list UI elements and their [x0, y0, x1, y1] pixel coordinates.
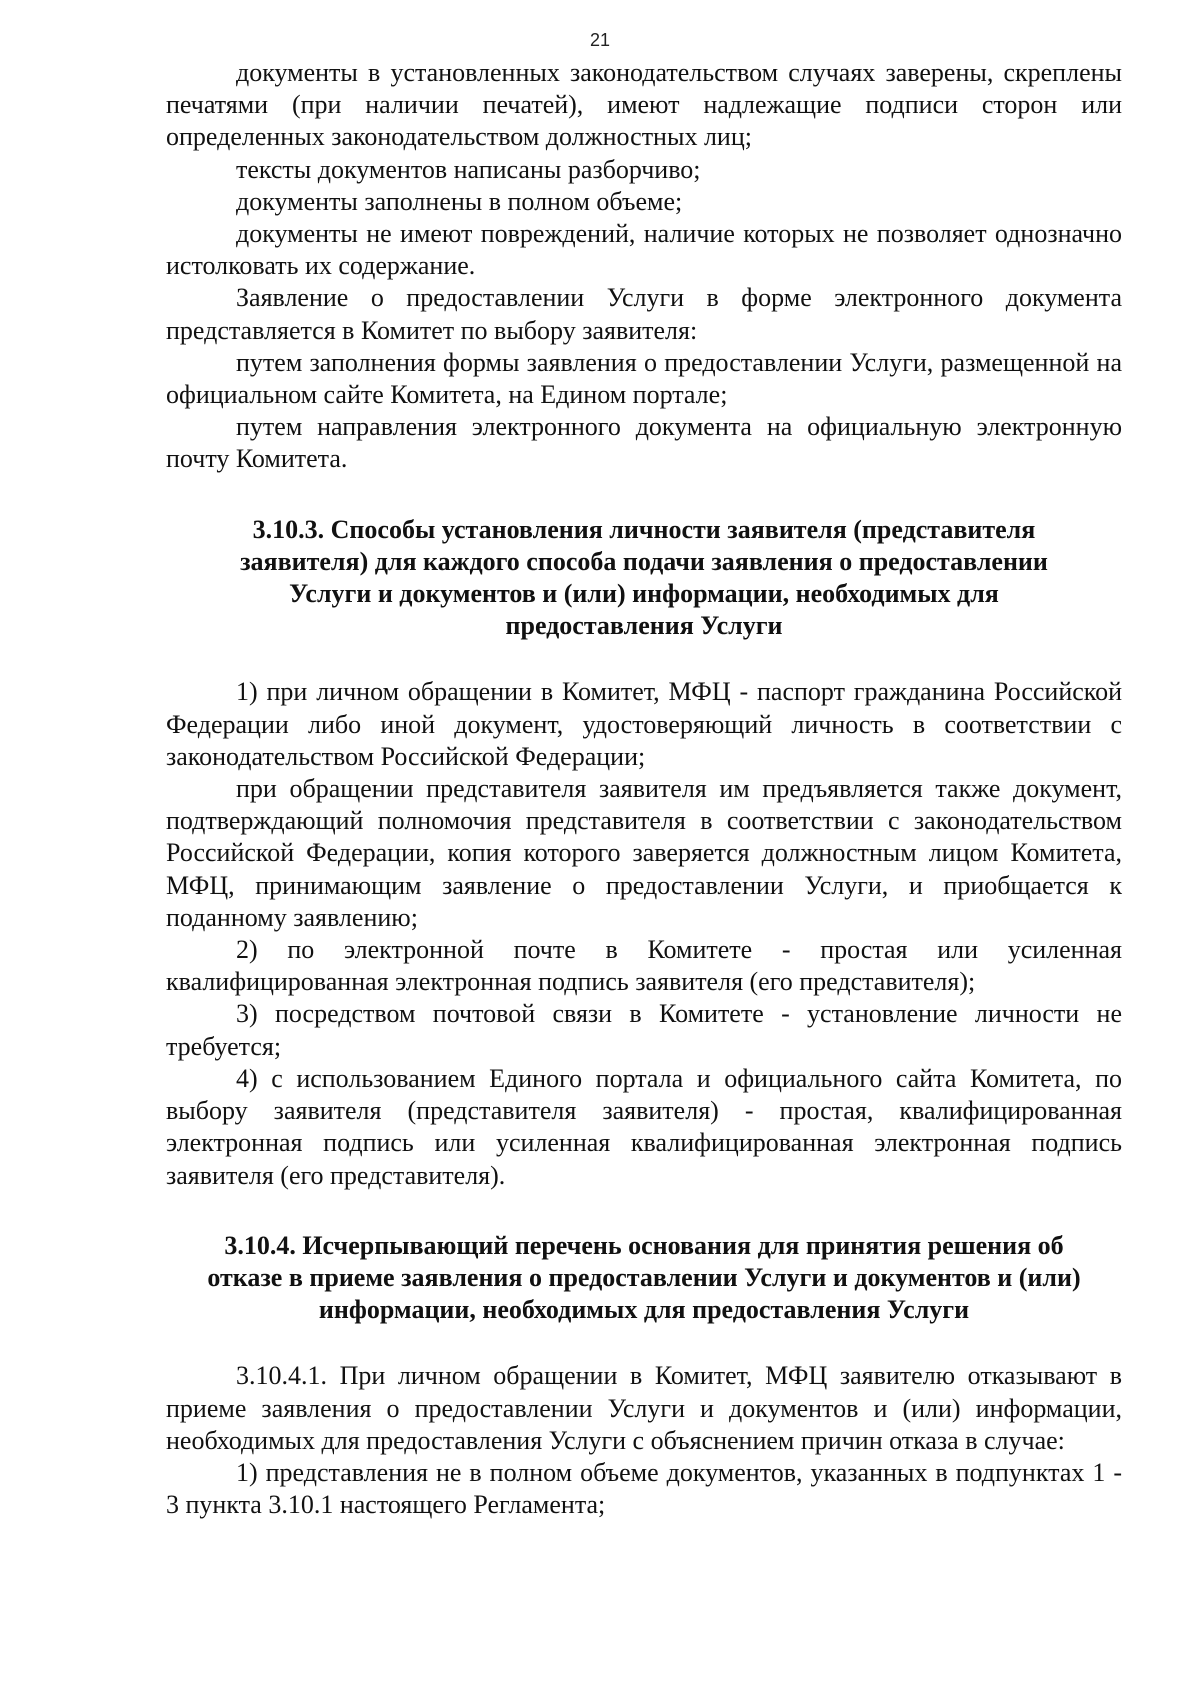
paragraph: при обращении представителя заявителя им предъявляется также документ, подтверждающий полномочия представителя в соответствии с законодательством Российской Федерации, копия которого заверяется должностным лицом Комитета, МФЦ, принимающим заявление о предоставлении Услуги, и приобщается к поданному заявлению;: [166, 774, 1122, 932]
paragraph: Заявление о предоставлении Услуги в форме электронного документа представляется в Комитет по выбору заявителя:: [166, 283, 1122, 345]
paragraph: 4) с использованием Единого портала и официального сайта Комитета, по выбору заявителя (представителя заявителя) - простая, квалифицированная электронная подпись или усиленная квалифицированная электронная подпись заявителя (его представителя).: [166, 1063, 1122, 1190]
paragraph: документы в установленных законодательством случаях заверены, скреплены печатями (при наличии печатей), имеют надлежащие подписи сторон или определенных законодательством должностных лиц;: [166, 58, 1122, 152]
paragraph: 3.10.4.1. При личном обращении в Комитет, МФЦ заявителю отказывают в приеме заявления о предоставлении Услуги и документов и (или) информации, необходимых для предоставления Услуги с объяснением причин отказа в случае:: [166, 1361, 1122, 1455]
paragraph: документы заполнены в полном объеме;: [236, 186, 683, 216]
section-heading-3-10-4: 3.10.4. Исчерпывающий перечень основания для принятия решения об отказе в приеме заявления о предоставлении Услуги и документов и (или) информации, необходимых для предоставления Услуги: [207, 1230, 1081, 1325]
section-heading-3-10-3: 3.10.3. Способы установления личности заявителя (представителя заявителя) для каждого способа подачи заявления о предоставлении Услуги и документов и (или) информации, необходимых для предоставления Услуги: [240, 514, 1048, 641]
page-number: 21: [589, 30, 611, 50]
paragraph: 2) по электронной почте в Комитете - простая или усиленная квалифицированная электронная подпись заявителя (его представителя);: [166, 935, 1122, 997]
paragraph: тексты документов написаны разборчиво;: [236, 154, 701, 184]
page-content: [166, 57, 1122, 1521]
paragraph: документы не имеют повреждений, наличие которых не позволяет однозначно истолковать их содержание.: [166, 219, 1122, 281]
paragraph: 3) посредством почтовой связи в Комитете - установление личности не требуется;: [166, 999, 1122, 1061]
paragraph: 1) при личном обращении в Комитет, МФЦ - паспорт гражданина Российской Федерации либо иной документ, удостоверяющий личность в соответствии с законодательством Российской Федерации;: [166, 677, 1122, 771]
paragraph: путем заполнения формы заявления о предоставлении Услуги, размещенной на официальном сайте Комитета, на Едином портале;: [166, 347, 1122, 410]
paragraph: путем направления электронного документа на официальную электронную почту Комитета.: [166, 412, 1122, 474]
paragraph: 1) представления не в полном объеме документов, указанных в подпунктах 1 - 3 пункта 3.10.1 настоящего Регламента;: [166, 1457, 1122, 1520]
